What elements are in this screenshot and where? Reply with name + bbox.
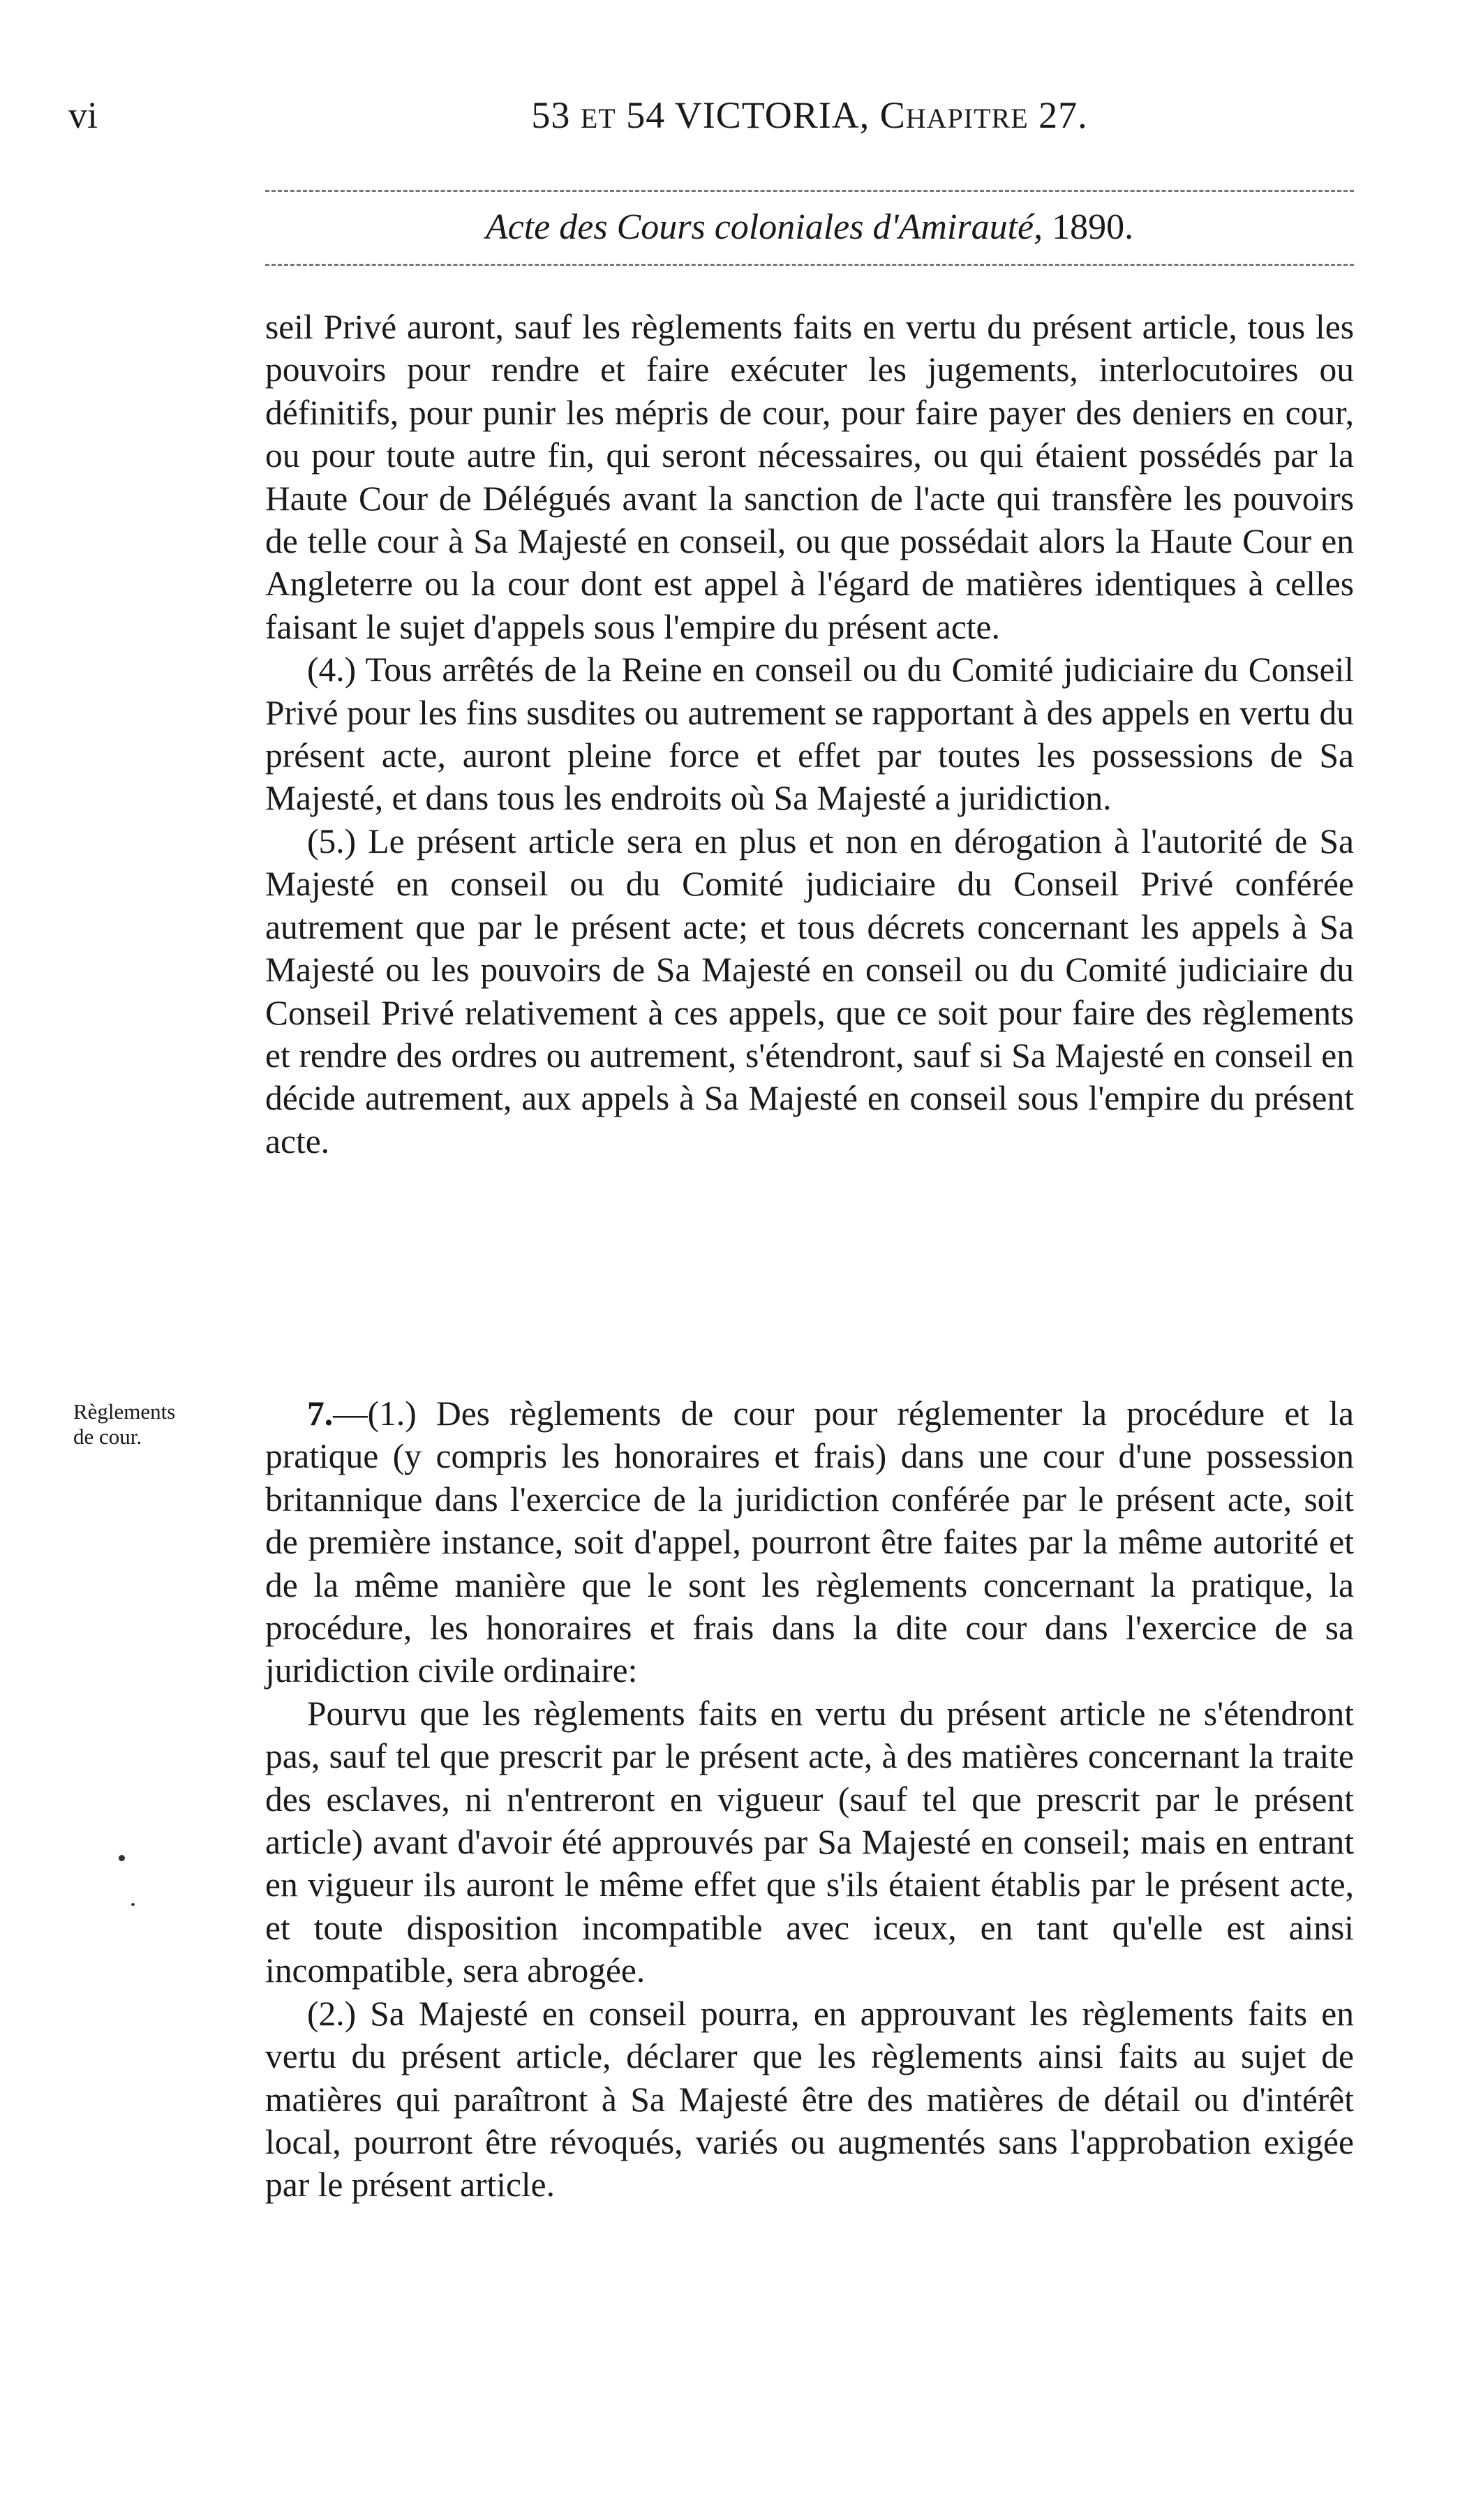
margin-note-reglements bbox=[73, 1399, 234, 1449]
margin-note-line-1: Règlements bbox=[73, 1399, 176, 1424]
paragraph-continued: seil Privé auront, sauf les règlements faits en vertu du présent article, tous les pouvoirs pour rendre et faire exécuter les jugements, interlocutoires ou définitifs, pour punir les mépris de cour, pour faire payer des deniers en cour, ou pour toute autre fin, qui seront nécessaires, ou qui étaient possédés par la Haute Cour de Délégués avant la sanction de l'acte qui transfère les pouvoirs de telle cour à Sa Majesté en conseil, ou que possédait alors la Haute Cour en Angleterre ou la cour dont est appel à l'égard de matières identiques à celles faisant le sujet d'appels sous l'empire du présent acte. bbox=[265, 308, 1354, 646]
section-6-continuation bbox=[265, 306, 1354, 1163]
running-head-et: ET bbox=[580, 103, 616, 134]
paragraph-section-7-subsection-1 bbox=[265, 1392, 1354, 1692]
paragraph-subsection-5: (5.) Le présent article sera en plus et non en dérogation à l'autorité de Sa Majesté en conseil ou du Comité judiciaire du Conseil Privé conférée autrement que par le présent acte; et tous décrets concernant les appels à Sa Majesté ou les pouvoirs de Sa Majesté en conseil ou du Comité judiciaire du Conseil Privé relativement à ces appels, que ce soit pour faire des règlements et rendre des ordres ou autrement, s'étendront, sauf si Sa Majesté en conseil en décide autrement, aux appels à Sa Majesté en conseil sous l'empire du présent acte. bbox=[265, 821, 1354, 1161]
header-rule-bottom bbox=[265, 264, 1354, 266]
running-head-hapitre: HAPITRE bbox=[905, 103, 1029, 134]
section-number: 7. bbox=[307, 1394, 334, 1433]
running-head-post: 27. bbox=[1028, 94, 1088, 136]
margin-note-line-2: de cour. bbox=[73, 1424, 142, 1449]
act-title-name: Acte des Cours coloniales d'Amirauté, bbox=[485, 207, 1043, 247]
section-7-subsection-1-text: —(1.) Des règlements de cour pour réglementer la procédure et la pratique (y compris les honoraires et frais) dans une cour d'une possession britannique dans l'exercice de la juridiction conférée par le présent acte, soit de première instance, soit d'appel, pourront être faites par la même autorité et de la même manière que le sont les règlements concernant la pratique, la procédure, les honoraires et frais dans la dite cour dans l'exercice de sa juridiction civile ordinaire: bbox=[265, 1394, 1354, 1690]
print-speck bbox=[131, 1903, 135, 1906]
paragraph-subsection-4: (4.) Tous arrêtés de la Reine en conseil ou du Comité judiciaire du Conseil Privé pour les fins susdites ou autrement se rapportant à des appels en vertu du présent acte, auront pleine force et effet par toutes les possessions de Sa Majesté, et dans tous les endroits où Sa Majesté a juridiction. bbox=[265, 650, 1354, 818]
running-head-pre: 53 bbox=[531, 94, 581, 136]
header-rule-top bbox=[265, 190, 1354, 192]
section-7 bbox=[265, 1392, 1354, 2207]
print-speck bbox=[119, 1855, 125, 1861]
paragraph-section-7-subsection-2: (2.) Sa Majesté en conseil pourra, en approuvant les règlements faits en vertu du présent article, déclarer que les règlements ainsi faits au sujet de matières qui paraîtront à Sa Majesté être des matières de détail ou d'intérêt local, pourront être révoqués, variés ou augmentés sans l'approbation exigée par le présent article. bbox=[265, 1994, 1354, 2205]
running-head bbox=[265, 96, 1354, 134]
running-head-mid: 54 VICTORIA, C bbox=[616, 94, 906, 136]
paragraph-proviso: Pourvu que les règlements faits en vertu du présent article ne s'étendront pas, sauf tel que prescrit par le présent acte, à des matières concernant la traite des esclaves, ni n'entreront en vigueur (sauf tel que prescrit par le présent article) avant d'avoir été approuvés par Sa Majesté en conseil; mais en entrant en vigueur ils auront le même effet que s'ils étaient établis par le présent acte, et toute disposition incompatible avec iceux, en tant qu'elle est ainsi incompatible, sera abrogée. bbox=[265, 1694, 1354, 1990]
act-title-year: 1890. bbox=[1052, 207, 1134, 247]
page-folio: vi bbox=[68, 94, 98, 136]
act-title bbox=[265, 209, 1354, 246]
